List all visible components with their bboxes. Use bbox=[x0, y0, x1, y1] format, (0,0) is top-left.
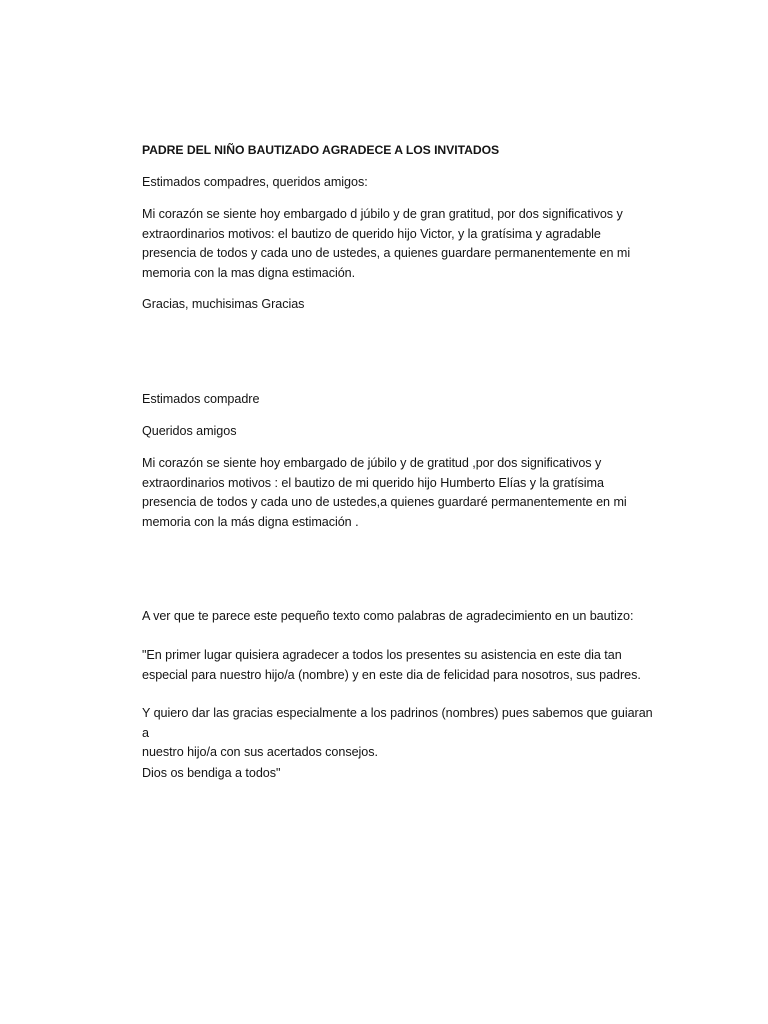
body-paragraph-1: Mi corazón se siente hoy embargado d júbilo y de gran gratitud, por dos significativos y extraordinarios motivos: el bautizo de querido hijo Victor, y la gratísima y agradable presencia de todos y cada uno de ustedes, a quienes guardare permanentemente en mi memoria con la mas digna estimación. bbox=[142, 207, 631, 280]
greeting-2b: Queridos amigos bbox=[142, 424, 237, 438]
closing-1: Gracias, muchisimas Gracias bbox=[142, 297, 305, 311]
quote-closing: Dios os bendiga a todos" bbox=[142, 766, 281, 780]
quote-paragraph-2: Y quiero dar las gracias especialmente a los padrinos (nombres) pues sabemos que guiaran a nuestro hijo/a con sus acertados consejos. bbox=[142, 706, 653, 759]
intro-paragraph-3: A ver que te parece este pequeño texto como palabras de agradecimiento en un bautizo: bbox=[142, 609, 634, 623]
body-paragraph-2: Mi corazón se siente hoy embargado de júbilo y de gratitud ,por dos significativos y extraordinarios motivos : el bautizo de mi querido hijo Humberto Elías y la gratísima presencia de todos y cada uno de ustedes,a quienes guardaré permanentemente en mi memoria con la más digna estimación . bbox=[142, 456, 627, 529]
document-title: PADRE DEL NIÑO BAUTIZADO AGRADECE A LOS INVITADOS bbox=[142, 143, 500, 157]
quote-paragraph-1: "En primer lugar quisiera agradecer a todos los presentes su asistencia en este dia tan especial para nuestro hijo/a (nombre) y en este dia de felicidad para nosotros, sus padres. bbox=[142, 648, 641, 682]
greeting-2a: Estimados compadre bbox=[142, 392, 260, 406]
greeting-1: Estimados compadres, queridos amigos: bbox=[142, 175, 368, 189]
